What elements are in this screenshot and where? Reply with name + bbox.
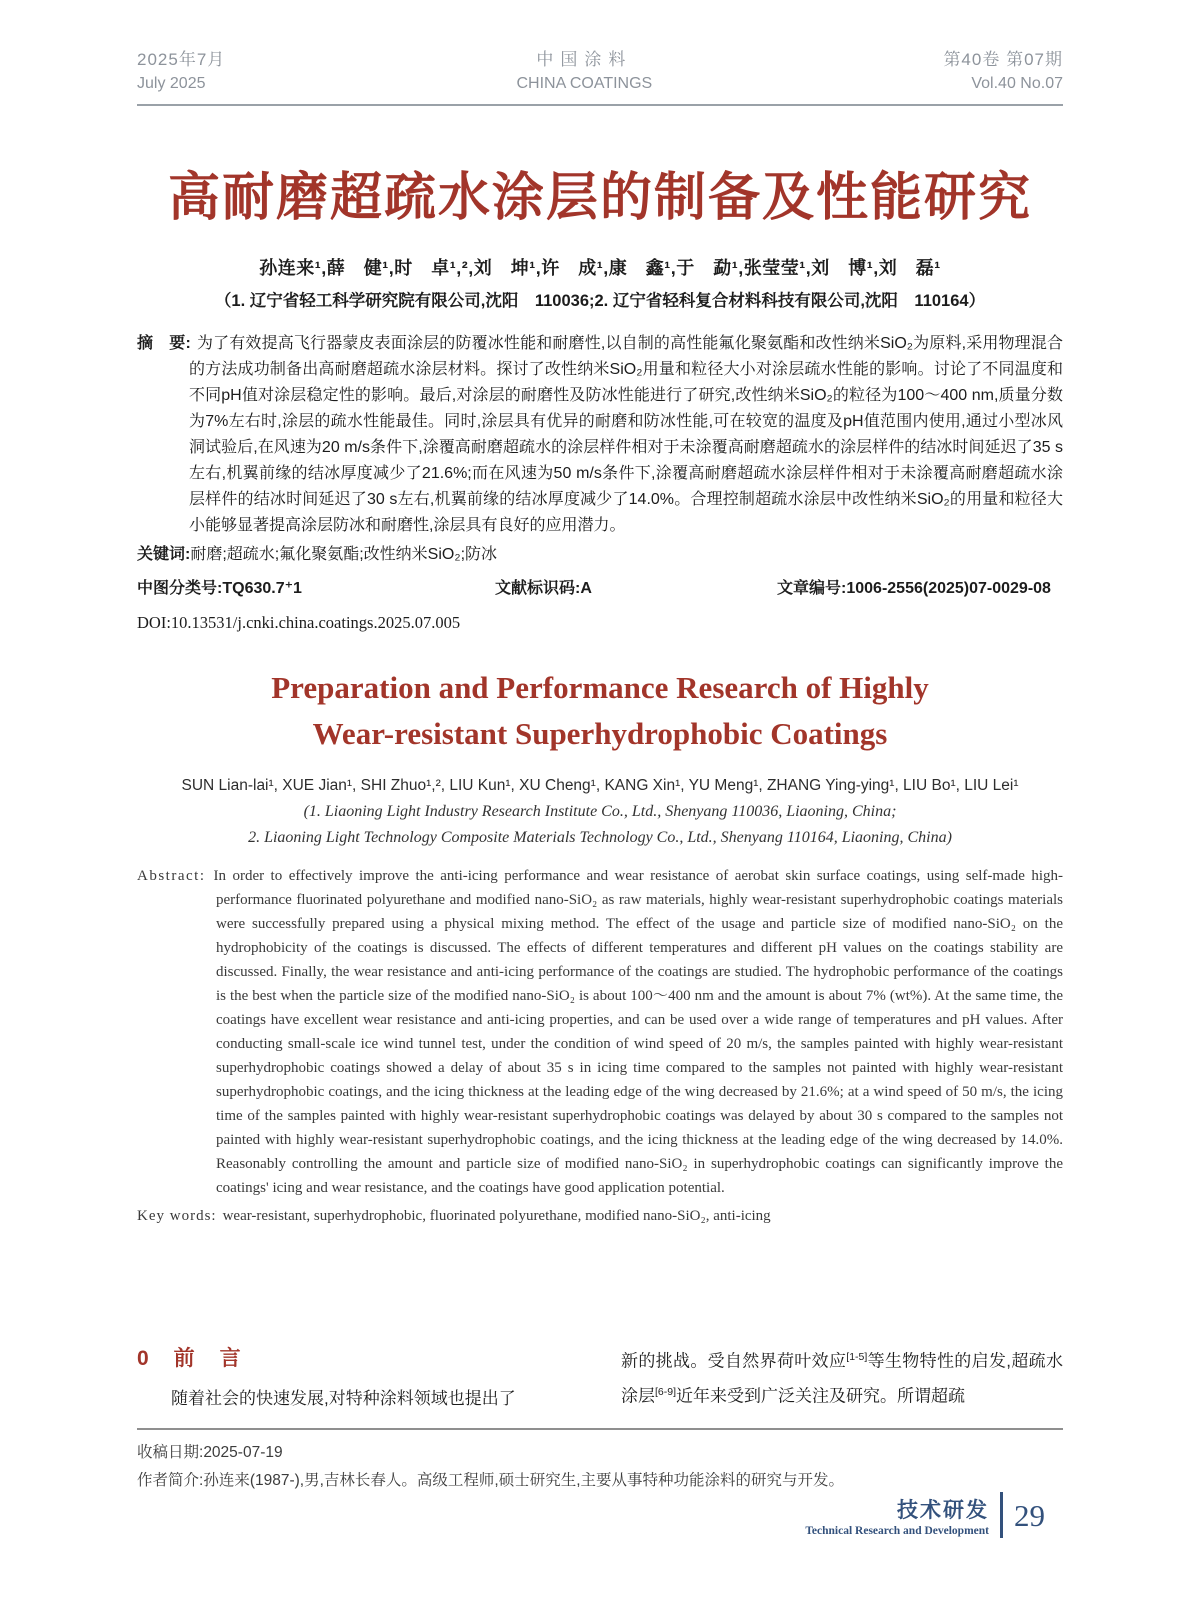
abstract-en — [137, 864, 1063, 1200]
header-date-zh: 2025年7月 — [137, 50, 226, 69]
affiliation-en-line1: (1. Liaoning Light Industry Research Institute Co., Ltd., Shenyang 110036, Liaoning, China; — [303, 803, 897, 820]
affiliation-zh: （1. 辽宁省轻工科学研究院有限公司,沈阳 110036;2. 辽宁省轻科复合材料科技有限公司,沈阳 110164） — [214, 292, 986, 310]
keywords-en-label: Key words: — [137, 1208, 217, 1224]
keywords-en-text: wear-resistant, superhydrophobic, fluorinated polyurethane, modified nano-SiO₂, anti-icing — [222, 1208, 771, 1224]
section-heading-introduction: 0 前 言 — [137, 1347, 243, 1370]
header-journal-name — [517, 48, 653, 96]
clc-number — [137, 576, 495, 602]
article-meta-row — [137, 576, 1063, 602]
keywords-zh — [137, 542, 1063, 568]
footnote-block — [137, 1439, 1063, 1495]
header-date-en: July 2025 — [137, 75, 206, 92]
article-title-zh: 高耐磨超疏水涂层的制备及性能研究 — [167, 169, 1032, 227]
footer-section-name — [805, 1494, 989, 1537]
citation-ref-6-9: [6-9] — [655, 1385, 677, 1398]
clc-label: 中图分类号: — [137, 580, 223, 597]
abstract-en-label: Abstract: — [137, 868, 206, 884]
author-bio — [137, 1467, 1063, 1495]
intro-paragraph-left: 随着社会的快速发展,对特种涂料领域也提出了 — [171, 1389, 516, 1408]
affiliation-en-line2: 2. Liaoning Light Technology Composite Materials Technology Co., Ltd., Shenyang 110164, Liaoning, China) — [248, 829, 952, 846]
article-title-en-line2: Wear-resistant Superhydrophobic Coatings — [312, 716, 888, 751]
keywords-zh-label: 关键词: — [137, 546, 191, 563]
footer-vertical-bar — [1000, 1492, 1003, 1538]
abstract-zh-text: 为了有效提高飞行器蒙皮表面涂层的防覆冰性能和耐磨性,以自制的高性能氟化聚氨酯和改性纳米SiO₂为原料,采用物理混合的方法成功制备出高耐磨超疏水涂层材料。探讨了改性纳米SiO₂用量和粒径大小对涂层疏水性能的影响。讨论了不同温度和不同pH值对涂层稳定性的影响。最后,对涂层的耐磨性及防冰性能进行了研究,改性纳米SiO₂的粒径为100～400 nm,质量分数为7%左右时,涂层的疏水性能最佳。同时,涂层具有优异的耐磨和防冰性能,可在较宽的温度及pH值范围内使用,通过小型冰风洞试验后,在风速为20 m/s条件下,涂覆高耐磨超疏水的涂层样件相对于未涂覆高耐磨超疏水的涂层样件的结冰时间延迟了35 s左右,机翼前缘的结冰厚度减少了21.6%;而在风速为50 m/s条件下,涂覆高耐磨超疏水涂层样件相对于未涂覆高耐磨超疏水涂层样件的结冰时间延迟了30 s左右,机翼前缘的结冰厚度减少了14.0%。合理控制超疏水涂层中改性纳米SiO₂的用量和粒径大小能够显著提高涂层防冰和耐磨性,涂层具有良好的应用潜力。 — [189, 335, 1063, 534]
affiliation-en — [137, 799, 1063, 851]
author-bio-label: 作者简介: — [137, 1472, 204, 1489]
keywords-en — [137, 1204, 1063, 1228]
author-bio-text: 孙连来(1987-),男,吉林长春人。高级工程师,硕士研究生,主要从事特种功能涂料的研究与开发。 — [203, 1472, 845, 1489]
intro-columns — [137, 1342, 1063, 1414]
abstract-en-text: In order to effectively improve the anti-icing performance and wear resistance of aerobat skin surface coatings, using self-made high-performance fluorinated polyurethane and modified nano-SiO₂ as raw materials, highly wear-resistant superhydrophobic coatings materials were successfully prepared using a physical mixing method. The effect of the usage and particle size of modified nano-SiO₂ on the hydrophobicity of the coatings is discussed. The effects of different temperatures and different pH values on the coatings stability are discussed. Finally, the wear resistance and anti-icing performance of the coatings are studied. The hydrophobic performance of the coatings is the best when the particle size of the modified nano-SiO₂ is about 100～400 nm and the amount is about 7% (wt%). At the same time, the coatings have excellent wear resistance and anti-icing properties, and can be used over a wide range of temperatures and pH values. After conducting small-scale ice wind tunnel test, under the condition of wind speed of 20 m/s, the samples painted with highly wear-resistant superhydrophobic coatings showed a delay of about 35 s in icing time compared to the samples not painted with highly wear-resistant superhydrophobic coatings, and the icing thickness at the leading edge of the wing decreased by 21.6%; at a wind speed of 50 m/s, the icing time of the samples painted with highly wear-resistant superhydrophobic coatings was delayed by about 30 s compared to the samples not painted with highly wear-resistant superhydrophobic coatings, and the icing thickness at the leading edge of the wing decreased by 14.0%. Reasonably controlling the amount and particle size of modified nano-SiO₂ in superhydrophobic coatings can significantly improve the coatings' icing and wear resistance, and the coatings have good application potential. — [213, 868, 1063, 1196]
intro-left-column — [137, 1342, 579, 1414]
footer-section-zh: 技术研发 — [897, 1498, 989, 1522]
header-journal-zh: 中国涂料 — [536, 50, 633, 69]
intro-right-text-1: 新的挑战。受自然界荷叶效应 — [621, 1351, 847, 1371]
footer-section-en: Technical Research and Development — [805, 1524, 989, 1537]
intro-right-text-3: 近年来受到广泛关注及研究。所谓超疏 — [676, 1386, 966, 1406]
article-id — [777, 576, 1051, 602]
article-title-en — [137, 665, 1063, 757]
citation-ref-1-5: [1-5] — [846, 1351, 868, 1363]
article-title-en-line1: Preparation and Performance Research of Highly — [271, 670, 929, 705]
intro-right-column — [621, 1342, 1063, 1414]
document-code-value: A — [580, 580, 592, 597]
header-divider — [137, 104, 1063, 106]
received-date-label: 收稿日期: — [137, 1444, 204, 1461]
intro-paragraph-right — [621, 1342, 1063, 1411]
article-id-label: 文章编号: — [777, 580, 847, 597]
page-number: 29 — [1014, 1497, 1045, 1533]
received-date — [137, 1439, 1063, 1467]
journal-header — [137, 48, 1063, 96]
header-volume-en: Vol.40 No.07 — [971, 75, 1063, 92]
footnote-divider — [137, 1428, 1063, 1430]
received-date-value: 2025-07-19 — [203, 1444, 283, 1461]
article-id-value: 1006-2556(2025)07-0029-08 — [846, 580, 1051, 597]
intro-right-text-2: 等生物特性的启发,超疏水涂层 — [621, 1351, 1063, 1406]
abstract-zh — [137, 331, 1063, 539]
document-code — [495, 576, 777, 602]
document-code-label: 文献标识码: — [495, 580, 581, 597]
header-volume-zh: 第40卷 第07期 — [943, 50, 1063, 69]
header-journal-en: CHINA COATINGS — [516, 75, 653, 92]
intro-and-footnotes — [137, 1342, 1063, 1495]
header-issue-date — [137, 48, 225, 96]
header-volume-issue — [943, 48, 1063, 96]
keywords-zh-text: 耐磨;超疏水;氟化聚氨酯;改性纳米SiO₂;防冰 — [190, 546, 498, 563]
authors-zh: 孙连来¹,薛 健¹,时 卓¹,²,刘 坤¹,许 成¹,康 鑫¹,于 勐¹,张莹莹¹,刘 博¹,刘 磊¹ — [259, 258, 941, 278]
clc-value: TQ630.7⁺1 — [222, 580, 302, 597]
abstract-zh-label: 摘 要: — [137, 335, 191, 352]
authors-en: SUN Lian-lai¹, XUE Jian¹, SHI Zhuo¹,², LIU Kun¹, XU Cheng¹, KANG Xin¹, YU Meng¹, ZHANG Ying-ying¹, LIU Bo¹, LIU Lei¹ — [181, 777, 1019, 794]
page-footer — [805, 1492, 1045, 1538]
doi: DOI:10.13531/j.cnki.china.coatings.2025.07.005 — [137, 613, 461, 632]
